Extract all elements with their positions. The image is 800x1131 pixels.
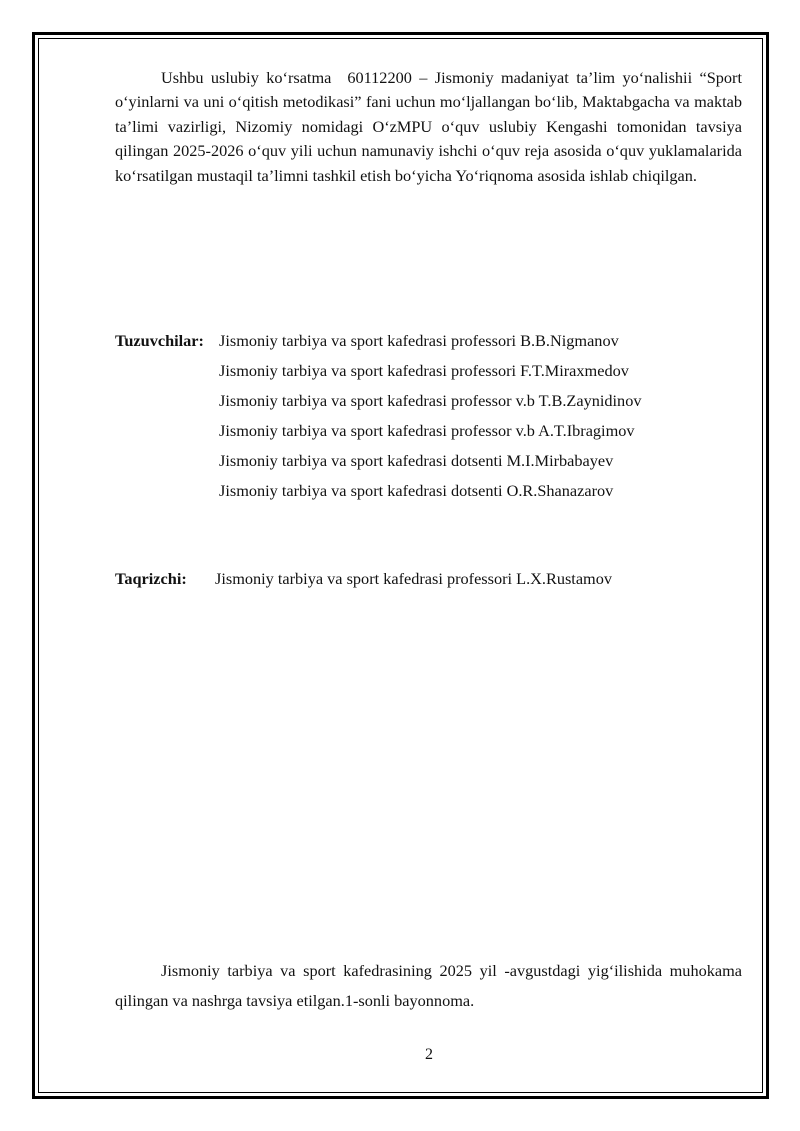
author-item: Jismoniy tarbiya va sport kafedrasi professori B.B.Nigmanov xyxy=(219,331,619,350)
program-code: 60112200 xyxy=(347,68,412,87)
page-number: 2 xyxy=(425,1046,433,1063)
author-item: Jismoniy tarbiya va sport kafedrasi professor v.b T.B.Zaynidinov xyxy=(219,391,642,410)
author-item: Jismoniy tarbiya va sport kafedrasi dotsenti O.R.Shanazarov xyxy=(219,481,614,500)
intro-paragraph xyxy=(115,66,742,188)
authors-label: Tuzuvchilar: xyxy=(115,331,204,350)
closing-paragraph: Jismoniy tarbiya va sport kafedrasining 2025 yil -avgustdagi yig‘ilishida muhokama qilingan va nashrga tavsiya etilgan.1-sonli bayonnoma. xyxy=(115,961,742,1010)
reviewer-text: Jismoniy tarbiya va sport kafedrasi professori L.X.Rustamov xyxy=(215,569,613,588)
reviewer-label: Taqrizchi: xyxy=(115,569,187,588)
authors-list xyxy=(219,326,641,506)
author-item: Jismoniy tarbiya va sport kafedrasi professori F.T.Miraxmedov xyxy=(219,361,629,380)
author-item: Jismoniy tarbiya va sport kafedrasi dotsenti M.I.Mirbabayev xyxy=(219,451,614,470)
reviewer-block xyxy=(115,567,613,591)
intro-body: – Jismoniy madaniyat ta’lim yo‘nalishii “Sport o‘yinlarni va uni o‘qitish metodikasi” fani uchun mo‘ljallangan bo‘lib, Maktabgacha va maktab ta’limi vazirligi, Nizomiy nomidagi O‘zMPU o‘quv uslubiy Kengashi tomonidan tavsiya qilingan 2025-2026 o‘quv yili uchun namunaviy ishchi o‘quv reja asosida o‘quv yuklamalarida ko‘rsatilgan mustaqil ta’limni tashkil etish bo‘yicha Yo‘riqnoma asosida ishlab chiqilgan. xyxy=(115,68,742,185)
intro-lead: Ushbu uslubiy ko‘rsatma xyxy=(161,68,332,87)
page-border-inner xyxy=(38,38,763,1093)
author-item: Jismoniy tarbiya va sport kafedrasi professor v.b A.T.Ibragimov xyxy=(219,421,635,440)
